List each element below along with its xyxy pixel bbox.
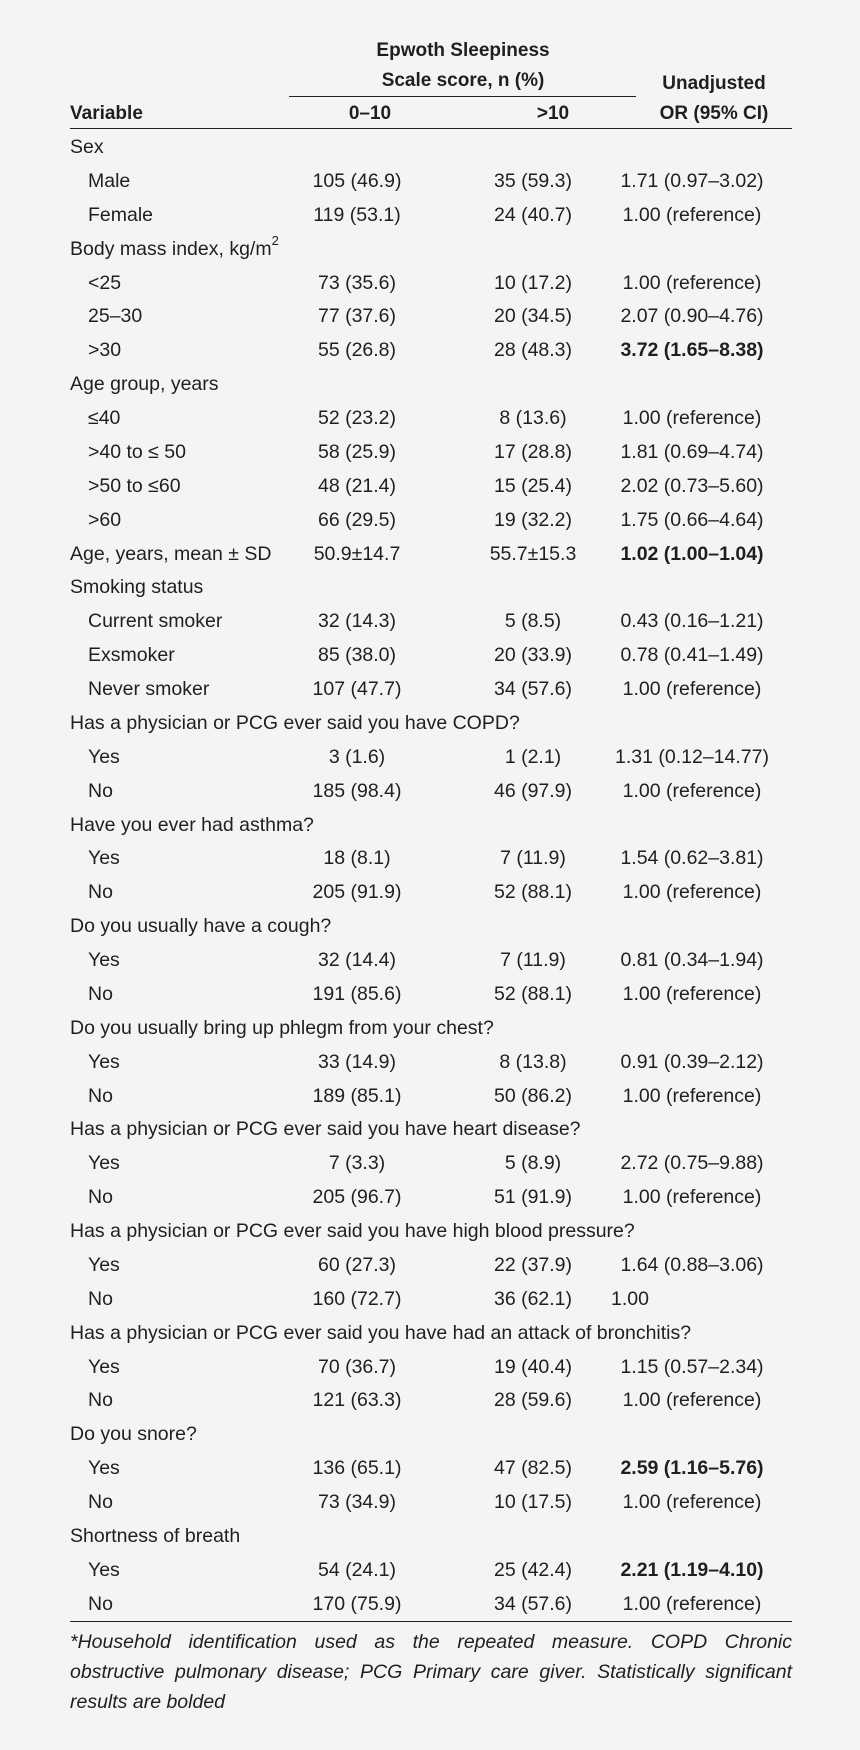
cell-low-score: 189 (85.1) [312, 1084, 402, 1107]
row-label [70, 233, 279, 267]
row-label [88, 1351, 120, 1385]
row-label-text: No [88, 1491, 113, 1513]
table-row [70, 1147, 792, 1181]
table-group-row [70, 1520, 792, 1554]
col-header-variable: Variable [70, 103, 143, 124]
cell-odds-ratio: 1.71 (0.97–3.02) [620, 169, 764, 192]
cell-high-score: 52 (88.1) [493, 982, 573, 1005]
row-label-text: Yes [88, 949, 120, 971]
cell-low-score: 170 (75.9) [312, 1592, 402, 1615]
cell-high-score: 47 (82.5) [493, 1457, 573, 1480]
row-label-text: Have you ever had asthma? [70, 813, 314, 836]
cell-high-score: 34 (57.6) [493, 1592, 573, 1615]
cell-high-score: 51 (91.9) [493, 1186, 573, 1209]
cell-odds-ratio: 1.00 [611, 1287, 649, 1310]
row-label-text: Smoking status [70, 576, 204, 599]
row-label [70, 1215, 635, 1249]
cell-low-score: 52 (23.2) [317, 407, 397, 429]
cell-odds-ratio: 1.75 (0.66–4.64) [620, 508, 764, 531]
row-label-text: Yes [88, 847, 120, 870]
row-label [88, 1046, 120, 1080]
row-label-text: Yes [88, 1558, 120, 1581]
table-row [70, 1046, 792, 1080]
row-label [88, 1181, 113, 1215]
row-label [70, 1012, 494, 1046]
ess-header-rule [289, 96, 636, 97]
cell-low-score: 70 (36.7) [317, 1355, 397, 1378]
row-label [70, 571, 203, 605]
row-label [88, 402, 120, 436]
row-label [70, 809, 314, 843]
table-group-row [70, 809, 792, 843]
cell-high-score: 50 (86.2) [493, 1084, 573, 1107]
cell-low-score: 136 (65.1) [312, 1457, 402, 1480]
row-label-text: Body mass index, kg/m [70, 237, 272, 260]
table-group-row [70, 1418, 792, 1452]
table-row [70, 538, 792, 572]
ess-header-line1: Epwoth Sleepiness [376, 40, 550, 61]
cell-high-score: 25 (42.4) [493, 1558, 573, 1581]
table-row [70, 673, 792, 707]
cell-low-score: 119 (53.1) [313, 203, 401, 226]
row-label-text: Never smoker [88, 678, 210, 700]
cell-odds-ratio: 1.64 (0.88–3.06) [620, 1253, 764, 1276]
row-label [70, 910, 331, 944]
cell-high-score: 1 (2.1) [504, 745, 562, 768]
row-label [88, 944, 120, 978]
row-label-text: Age, years, mean ± SD [70, 542, 272, 565]
table-row [70, 1554, 792, 1588]
cell-low-score: 185 (98.4) [312, 779, 402, 802]
table-group-row [70, 571, 792, 605]
row-label [88, 165, 130, 199]
table-footnote: *Household identification used as the repeated measure. COPD Chronic obstructive pulmonary disease; PCG Primary care giver. Statistically significant results are bolded [70, 1631, 792, 1713]
cell-high-score: 15 (25.4) [493, 474, 573, 497]
row-label-text: Yes [88, 1253, 120, 1276]
cell-high-score: 46 (97.9) [493, 779, 573, 802]
cell-high-score: 7 (11.9) [500, 847, 566, 870]
row-label [88, 1249, 120, 1283]
cell-odds-ratio: 1.00 (reference) [622, 271, 762, 294]
cell-odds-ratio: 1.00 (reference) [622, 982, 762, 1005]
table-row [70, 1452, 792, 1486]
table-row [70, 300, 792, 334]
table-row [70, 402, 792, 436]
row-label-text: No [88, 1592, 113, 1615]
row-label-text: Yes [88, 1457, 120, 1480]
row-label [70, 368, 219, 402]
table-row [70, 741, 792, 775]
table-group-row [70, 131, 792, 165]
row-label-text: Do you usually bring up phlegm from your chest? [70, 1016, 494, 1039]
cell-low-score: 3 (1.6) [328, 745, 386, 768]
table-row [70, 504, 792, 538]
row-label-text: No [88, 881, 113, 904]
cell-low-score: 73 (35.6) [317, 271, 397, 294]
cell-odds-ratio: 1.00 (reference) [622, 1186, 762, 1209]
cell-low-score: 58 (25.9) [317, 440, 397, 463]
table-row [70, 978, 792, 1012]
table-row [70, 334, 792, 368]
cell-high-score: 24 (40.7) [493, 203, 573, 226]
row-label [70, 707, 520, 741]
cell-low-score: 66 (29.5) [317, 508, 397, 531]
table-row [70, 199, 792, 233]
row-label-text: Has a physician or PCG ever said you have heart disease? [70, 1118, 581, 1141]
row-label-text: No [88, 1389, 113, 1412]
row-label-text: Yes [88, 1152, 120, 1175]
cell-high-score: 19 (40.4) [493, 1355, 573, 1378]
table-row [70, 1486, 792, 1520]
cell-low-score: 50.9±14.7 [313, 542, 401, 565]
row-label [88, 1554, 120, 1588]
cell-low-score: 205 (91.9) [312, 881, 402, 904]
cell-odds-ratio: 1.00 (reference) [622, 1084, 762, 1107]
row-label [88, 470, 181, 504]
table-header [70, 0, 792, 130]
row-label-text: No [88, 1186, 113, 1209]
row-label [88, 605, 222, 639]
row-label-text: No [88, 982, 113, 1005]
row-label-text: Current smoker [88, 610, 223, 633]
row-label-text: ≤40 [88, 407, 121, 429]
row-label [70, 1317, 691, 1351]
cell-low-score: 107 (47.7) [312, 678, 402, 700]
row-label-text: Has a physician or PCG ever said you have high blood pressure? [70, 1220, 635, 1242]
cell-high-score: 10 (17.5) [493, 1491, 573, 1513]
row-label [70, 1520, 240, 1554]
row-label-text: Yes [88, 1050, 120, 1073]
cell-odds-ratio: 3.72 (1.65–8.38) [620, 339, 764, 362]
table-row [70, 605, 792, 639]
table-row [70, 1351, 792, 1385]
cell-high-score: 20 (34.5) [493, 305, 573, 328]
col-header-or-line1: Unadjusted [662, 73, 766, 94]
cell-odds-ratio: 1.31 (0.12–14.77) [615, 745, 769, 768]
row-label-text: Sex [70, 136, 104, 158]
row-label-text: 25–30 [88, 305, 143, 328]
table-group-row [70, 1012, 792, 1046]
row-label [70, 1113, 581, 1147]
row-label-superscript: 2 [271, 233, 279, 249]
row-label [88, 1283, 113, 1317]
row-label-text: <25 [88, 271, 122, 294]
table-row [70, 842, 792, 876]
cell-low-score: 121 (63.3) [312, 1389, 402, 1412]
cell-odds-ratio: 2.21 (1.19–4.10) [620, 1558, 764, 1581]
cell-high-score: 22 (37.9) [493, 1253, 573, 1276]
ess-header-line2: Scale score, n (%) [381, 70, 545, 91]
cell-odds-ratio: 1.00 (reference) [622, 881, 762, 904]
table-row [70, 775, 792, 809]
col-header-or-line2: OR (95% CI) [659, 103, 769, 124]
table-row [70, 639, 792, 673]
cell-high-score: 35 (59.3) [493, 169, 573, 192]
cell-high-score: 34 (57.6) [493, 678, 573, 700]
cell-low-score: 85 (38.0) [317, 644, 397, 667]
cell-odds-ratio: 0.81 (0.34–1.94) [620, 949, 764, 971]
cell-odds-ratio: 1.15 (0.57–2.34) [620, 1355, 764, 1378]
table-row [70, 876, 792, 910]
row-label-text: Yes [88, 1355, 120, 1378]
table-group-row [70, 1215, 792, 1249]
cell-low-score: 18 (8.1) [323, 847, 391, 870]
cell-low-score: 160 (72.7) [312, 1287, 402, 1310]
cell-odds-ratio: 2.72 (0.75–9.88) [620, 1152, 764, 1175]
row-label-text: Yes [88, 745, 120, 768]
row-label-text: Male [88, 169, 131, 192]
row-label [88, 1384, 113, 1418]
row-label-text: >50 to ≤60 [88, 474, 181, 497]
cell-odds-ratio: 1.02 (1.00–1.04) [620, 542, 764, 565]
row-label-text: Shortness of breath [70, 1524, 241, 1547]
cell-odds-ratio: 1.54 (0.62–3.81) [620, 847, 764, 870]
cell-low-score: 54 (24.1) [317, 1558, 397, 1581]
table-row [70, 436, 792, 470]
row-label-text: Exsmoker [88, 644, 175, 667]
table-group-row [70, 707, 792, 741]
cell-low-score: 105 (46.9) [312, 169, 402, 192]
row-label-text: Female [88, 203, 154, 226]
row-label [88, 1147, 120, 1181]
table-group-row [70, 233, 792, 267]
cell-low-score: 32 (14.4) [317, 949, 397, 971]
row-label [88, 1452, 120, 1486]
cell-low-score: 191 (85.6) [312, 982, 402, 1005]
row-label [70, 131, 104, 165]
cell-high-score: 28 (48.3) [493, 339, 573, 362]
row-label [88, 673, 209, 707]
row-label-text: Has a physician or PCG ever said you have COPD? [70, 711, 520, 734]
row-label-text: >60 [88, 508, 122, 531]
cell-high-score: 17 (28.8) [493, 440, 573, 463]
row-label [88, 300, 142, 334]
cell-low-score: 73 (34.9) [317, 1491, 397, 1513]
cell-odds-ratio: 0.43 (0.16–1.21) [620, 610, 764, 633]
col-header-low-score: 0–10 [348, 103, 392, 124]
row-label [88, 504, 121, 538]
cell-odds-ratio: 1.00 (reference) [622, 203, 762, 226]
table-row [70, 1249, 792, 1283]
table-body [70, 131, 792, 1622]
row-label [88, 436, 186, 470]
row-label [88, 1080, 113, 1114]
cell-odds-ratio: 2.07 (0.90–4.76) [620, 305, 764, 328]
cell-high-score: 36 (62.1) [493, 1287, 573, 1310]
cell-odds-ratio: 0.91 (0.39–2.12) [620, 1050, 764, 1073]
cell-high-score: 55.7±15.3 [489, 542, 577, 565]
row-label-text: Has a physician or PCG ever said you have had an attack of bronchitis? [70, 1321, 692, 1344]
cell-odds-ratio: 1.00 (reference) [622, 1491, 762, 1513]
cell-low-score: 32 (14.3) [317, 610, 397, 633]
row-label [88, 1588, 113, 1622]
row-label-text: >30 [88, 339, 122, 362]
cell-odds-ratio: 1.00 (reference) [622, 779, 762, 802]
cell-high-score: 8 (13.6) [499, 407, 567, 429]
cell-low-score: 33 (14.9) [317, 1050, 397, 1073]
table-group-row [70, 910, 792, 944]
cell-odds-ratio: 1.00 (reference) [622, 407, 762, 429]
cell-odds-ratio: 0.78 (0.41–1.49) [620, 644, 764, 667]
cell-high-score: 19 (32.2) [493, 508, 573, 531]
table-row [70, 1588, 792, 1622]
header-bottom-rule [70, 128, 792, 129]
table-row [70, 1080, 792, 1114]
row-label [88, 741, 120, 775]
cell-low-score: 7 (3.3) [328, 1152, 386, 1175]
row-label [88, 639, 175, 673]
table-end-rule [70, 1621, 792, 1622]
cell-odds-ratio: 1.00 (reference) [622, 1389, 762, 1412]
row-label-text: Age group, years [70, 373, 219, 396]
table-row [70, 1384, 792, 1418]
row-label [88, 876, 113, 910]
cell-high-score: 5 (8.9) [504, 1152, 562, 1175]
table-row [70, 470, 792, 504]
cell-odds-ratio: 1.81 (0.69–4.74) [620, 440, 764, 463]
row-label [70, 1418, 197, 1452]
col-header-high-score: >10 [536, 103, 570, 124]
table-group-row [70, 368, 792, 402]
table-row [70, 1283, 792, 1317]
table-row [70, 1181, 792, 1215]
row-label-text: No [88, 779, 113, 802]
row-label [88, 199, 153, 233]
cell-high-score: 5 (8.5) [504, 610, 562, 633]
cell-low-score: 205 (96.7) [312, 1186, 402, 1209]
row-label [88, 1486, 113, 1520]
table-row [70, 944, 792, 978]
row-label [88, 267, 121, 301]
row-label-text: No [88, 1084, 113, 1107]
cell-low-score: 48 (21.4) [317, 474, 397, 497]
row-label [70, 538, 271, 572]
cell-high-score: 20 (33.9) [493, 644, 573, 667]
cell-high-score: 28 (59.6) [493, 1389, 573, 1412]
table-group-row [70, 1113, 792, 1147]
cell-odds-ratio: 1.00 (reference) [622, 1592, 762, 1615]
row-label [88, 334, 121, 368]
row-label-text: Do you snore? [70, 1423, 197, 1446]
row-label-text: >40 to ≤ 50 [88, 440, 186, 463]
row-label [88, 842, 120, 876]
cell-low-score: 55 (26.8) [317, 339, 397, 362]
row-label [88, 775, 113, 809]
cell-odds-ratio: 1.00 (reference) [622, 678, 762, 700]
cell-high-score: 52 (88.1) [493, 881, 573, 904]
cell-high-score: 7 (11.9) [500, 949, 566, 971]
table-row [70, 165, 792, 199]
odds-ratio-table [70, 0, 792, 1713]
cell-odds-ratio: 2.59 (1.16–5.76) [620, 1457, 764, 1480]
cell-low-score: 60 (27.3) [317, 1253, 397, 1276]
cell-high-score: 10 (17.2) [493, 271, 573, 294]
row-label-text: No [88, 1287, 113, 1310]
cell-odds-ratio: 2.02 (0.73–5.60) [620, 474, 764, 497]
row-label [88, 978, 113, 1012]
cell-low-score: 77 (37.6) [317, 305, 397, 328]
table-row [70, 267, 792, 301]
cell-high-score: 8 (13.8) [499, 1050, 567, 1073]
row-label-text: Do you usually have a cough? [70, 915, 332, 938]
table-group-row [70, 1317, 792, 1351]
